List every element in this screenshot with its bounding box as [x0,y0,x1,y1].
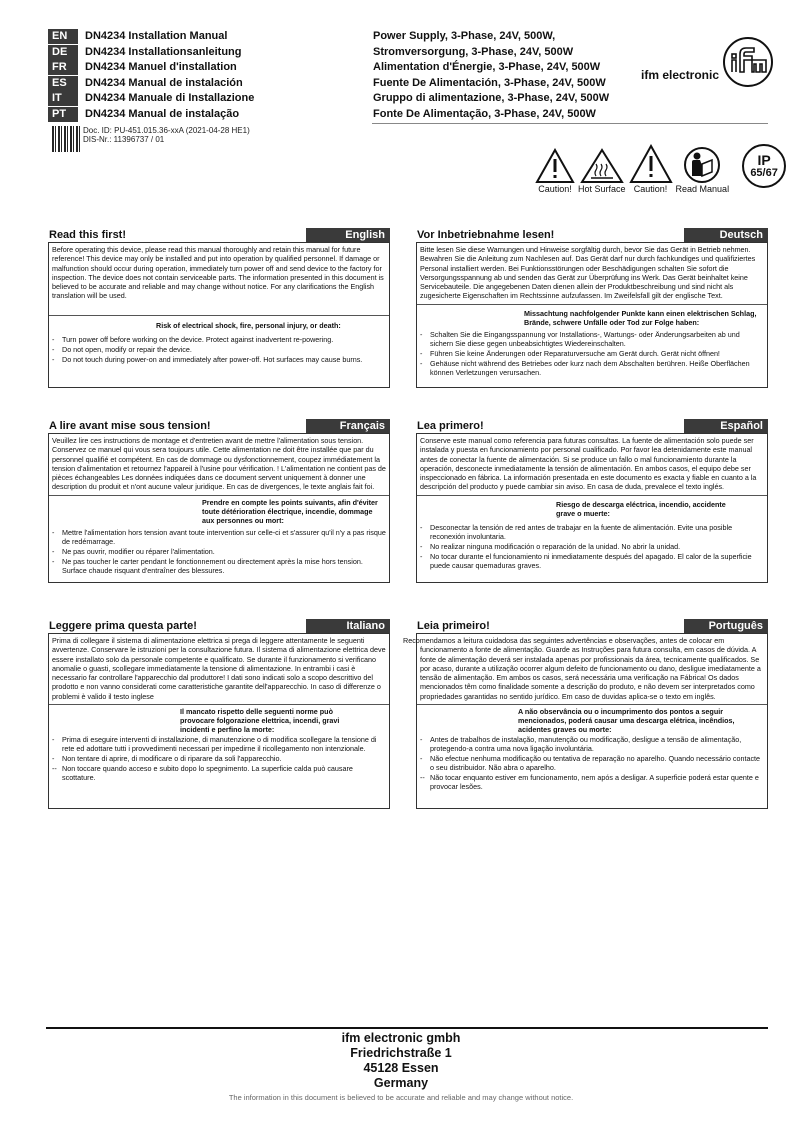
ip-rating-icon [742,144,786,188]
section-title: A lire avant mise sous tension! [49,420,211,432]
footer-address [0,1031,802,1102]
caution-triangle-icon [535,148,575,184]
lang-row-de [48,45,368,61]
lang-code: IT [48,91,78,106]
lang-row-pt [48,107,368,123]
section-title: Leggere prima questa parte! [49,620,197,632]
warning-item: - Desconectar la tensión de red antes de trabajar en la fuente de alimentación. Evite una posible reconexión involuntaria. [420,522,733,541]
lang-code: DE [48,45,78,60]
warning-item: - No realizar ninguna modificación o reparación de la unidad. No abrir la unidad. [420,541,681,551]
section-espanol [416,419,768,583]
brand-name: ifm electronic [641,68,720,82]
product-title: Power Supply, 3-Phase, 24V, 500W, [373,30,556,42]
section-intro: Recomendamos a leitura cuidadosa das seguintes advertências e observações, antes de colocar em funcionamento a fonte de alimentação. Guarde as Instruções para futura consulta, em casos de dúvida. A fonte de alimentação deverá ser instalada apenas por profissionais da área, tecnicamente qualificados. Se por acaso, durante a utilização ocorrer algum defeito de funcionamento ou dano, desligue imediatamente a tensão de alimentação. Em ambos os casos, será necessária uma verificação na Fábrica! Os dados mencionados têm como finalidade somente a descrição do produto, e não devem ser interpretados como propriedades garantidas no sentido jurídico. Em caso de duvidas aplica-se o texto em inglês. [417,634,767,705]
section-deutsch [416,228,768,388]
warning-item: - Prima di eseguire interventi di installazione, di manutenzione o di modifica scollegare la tensione di rete ed adottare tutti i provvedimenti necessari per impedirne il ricollegamento non intenzionale. [52,735,377,754]
lang-row-fr [48,60,368,76]
read-manual-icon [683,146,721,184]
section-italiano [48,619,390,809]
disclaimer: The information in this document is believed to be accurate and reliable and may change without notice. [228,1093,574,1102]
product-title: Fuente De Alimentación, 3-Phase, 24V, 500W [373,76,606,89]
caution-triangle-icon [629,144,673,184]
manual-title: DN4234 Installationsanleitung [85,45,242,58]
section-title: Leia primeiro! [417,620,490,632]
manual-title: DN4234 Manual de instalación [85,76,243,89]
warning-item: - Mettre l'alimentation hors tension avant toute intervention sur celle-ci et s'assurer qu'il n'y a pas risque de redémarrage. [52,527,386,546]
lang-code: PT [48,107,78,122]
warning-item: - Ne pas ouvrir, modifier ou réparer l'alimentation. [52,546,215,556]
dis-number: DIS-Nr.: 11396737 / 01 [83,135,165,144]
section-intro: Veuillez lire ces instructions de montage et d'entretien avant de mettre l'alimentation sous tension. Conservez ce manuel qui vous sera toujours utile. Cette alimentation ne doit être installée que par du personnel qualifié et compétent. En cas de dommage ou dysfonctionnement, coupez immédiatement la tension d'alimentation et retournez l'appareil à l'usine pour vérification. ! L'alimentation ne contient pas de pièces échangeables Les données indiquées dans ce document servent uniquement à donner une description du produit et n'ont aucune valeur juridique. En cas de divergences, le texte anglais fait foi. [49,434,389,496]
ip-value: 65/67 [750,167,778,179]
warning-heading: Il mancato rispetto delle seguenti norme può provocare folgorazione elettrica, incendi, gravi incidenti e perfino la morte: [180,707,340,735]
document-id-block [52,126,250,152]
symbol-caution [535,148,575,194]
product-title: Alimentation d'Énergie, 3-Phase, 24V, 500W [373,61,601,73]
manual-title: DN4234 Installation Manual [85,30,228,43]
warning-item: - Do not touch during power-on and immediately after power-off. Hot surfaces may cause burns. [52,355,363,364]
company-name: ifm electronic gmbh [341,1031,461,1045]
language-title-table [48,29,368,122]
footer-divider [46,1027,768,1029]
lang-code: ES [48,76,78,91]
warning-item: - Schalten Sie die Eingangsspannung vor Installations-, Wartungs- oder Änderungsarbeiten ab und sichern Sie diese gegen unbeabsichtigtes Wiedereinschalten. [420,329,740,348]
city-postcode: 45128 Essen [363,1061,439,1075]
lang-code: EN [48,29,78,44]
symbol-label: Hot Surface [578,184,626,194]
datamatrix-code-icon [52,126,80,152]
section-intro: Before operating this device, please read this manual thoroughly and retain this manual for future reference! This device may only be installed and put into operation by qualified personnel. If damage or malfunction should occur during operation, immediately turn power off and send device to the factory for inspection. The device does not contain serviceable parts. The information presented in this document is believed to be accurate and reliable and may change without notice. For any clarifications the English translation will be used. [49,243,389,316]
warning-heading: Missachtung nachfolgender Punkte kann einen elektrischen Schlag, Brände, schwere Unfälle oder Tod zur Folge haben: [524,308,757,327]
symbol-read-manual [676,146,730,194]
section-portugues [403,619,768,809]
safety-symbols [535,148,789,194]
section-language-tab: Français [306,419,390,433]
warning-item: - Gehäuse nicht während des Betriebes oder kurz nach dem Abschalten berühren. Heiße Oberflächen können Verletzungen verursachen. [420,358,750,377]
section-english [48,228,390,388]
product-title: Gruppo di alimentazione, 3-Phase, 24V, 500W [373,92,610,104]
manual-title: DN4234 Manual de instalação [85,107,240,120]
section-language-tab: Português [684,619,768,633]
warning-item: - Führen Sie keine Änderungen oder Reparaturversuche am Gerät durch. Gerät nicht öffnen! [420,348,720,358]
section-language-tab: Italiano [306,619,390,633]
warning-heading: Riesgo de descarga eléctrica, incendio, accidente grave o muerte: [556,499,726,518]
section-intro: Bitte lesen Sie diese Warnungen und Hinweise sorgfältig durch, bevor Sie das Gerät in Betrieb nehmen. Bewahren Sie die Anleitung zum Nachlesen auf. Das Gerät darf nur durch fachkundiges und qualifiziertes Personal installiert werden. Bei Funktionsstörungen oder Beschädigungen schalten Sie sofort die Versorgungsspannung ab und senden das Gerät zur Überprüfung ins Werk. Das Gerät beinhaltet keine Servicebauteile. Die angegebenen Daten dienen allein der Produktbeschreibung und sind nicht als zugesicherte Eigenschaften im Rechtssinne aufzufassen. Im Zweifelsfall gilt der englische Text. [417,243,767,305]
section-title: Read this first! [49,229,127,241]
section-intro: Conserve este manual como referencia para futuras consultas. La fuente de alimentación solo puede ser instalada y puesta en funcionamiento por personal cualificado. Por favor lea detenidamente este manual antes de conectar la fuente de alimentación. Si se produce un fallo o mal funcionamiento durante la operación, desconecte inmediatamente la tensión de alimentación. En ambos casos, el equipo debe ser inspeccionado en fábrica. La información presentada en este documento es exacta y fiable en cuanto a la descripción del producto y puede cambiar sin aviso. En casa de duda, prevalece el texto inglés. [417,434,767,496]
lang-row-en [48,29,368,45]
symbol-label: Read Manual [675,184,730,194]
warning-item: -- Não tocar enquanto estiver em funcionamento, nem após a desligar. A superficie poderá estar quente e provocar lesões. [420,773,759,792]
warning-item: - No tocar durante el funcionamiento ni inmediatamente después del apagado. El calor de la superficie puede causar quemaduras graves. [420,551,752,570]
lang-code: FR [48,60,78,75]
warning-item: - Non tentare di aprire, di modificare o di riparare da soli l'apparecchio. [52,754,282,764]
section-title: Vor Inbetriebnahme lesen! [417,229,555,241]
country: Germany [373,1076,429,1090]
warning-heading: Risk of electrical shock, fire, personal injury, or death: [156,321,341,330]
section-intro: Prima di collegare il sistema di alimentazione elettrica si prega di leggere attentamente le seguenti avvertenze. Conservare le istruzioni per la consultazione futura. Il sistema di alimentazione elettrica deve essere installato solo da personale competente e qualificato. Se durante il funzionamento si verificano anomalie o guasti, scollegare immediatamente la tensione di alimentazione. In entrambi i casi è necessario far controllare l'apparecchio dal produttore! I dati sono indicati solo a scopo descrittivo del prodotto e non vanno considerati come caratteristiche garantite dell'apparecchio. In caso di differenze o problemi è valido il testo inglese [49,634,389,705]
section-title: Lea primero! [417,420,484,432]
symbol-label: Caution! [538,184,572,194]
warning-item: - Turn power off before working on the device. Protect against inadvertent re-powering. [52,335,334,344]
warning-item: -- Non toccare quando acceso e subito dopo lo spegnimento. La superficie calda può causare scottature. [52,764,353,783]
ifm-logo-icon [722,36,774,88]
lang-row-es [48,76,368,92]
header-divider [372,123,768,124]
warning-heading: Prendre en compte les points suivants, afin d'éviter toute détérioration électrique, incendie, dommage aux personnes ou mort: [202,497,378,525]
symbol-label: Caution! [633,184,668,194]
manual-title: DN4234 Manuel d'installation [85,61,237,74]
lang-row-it [48,91,368,107]
section-language-tab: Español [684,419,768,433]
product-title: Stromversorgung, 3-Phase, 24V, 500W [373,45,574,58]
hot-surface-icon [580,148,624,184]
warning-item: - Do not open, modify or repair the device. [52,345,192,354]
symbol-caution-2 [629,144,673,194]
symbol-ip-rating [742,144,786,188]
symbol-hot-surface [578,148,626,194]
warning-item: - Antes de trabalhos de instalação, manutenção ou modificação, desligue a tensão de alimentação, protegendo-a contra uma nova ligação involuntária. [420,735,742,754]
section-language-tab: English [306,228,390,242]
street-address: Friedrichstraße 1 [350,1046,452,1060]
doc-id: Doc. ID: PU-451.015.36-xxA (2021-04-28 HE1) [83,126,250,135]
warning-item: - Não efectue nenhuma modificação ou tentativa de reparação no aparelho. Quando necessário contacte o seu distribuidor. Não abra o aparelho. [420,754,761,773]
warning-heading: A não observância ou o incumprimento dos pontos a seguir mencionados, poderá causar uma descarga elétrica, incêndios, acidentes graves ou morte: [518,707,735,735]
section-francais [48,419,390,583]
section-language-tab: Deutsch [684,228,768,242]
ip-label: IP [757,152,771,168]
manual-title: DN4234 Manuale di Installazione [85,92,255,105]
product-title: Fonte De Alimentação, 3-Phase, 24V, 500W [373,107,596,120]
warning-item: - Ne pas toucher le carter pendant le fonctionnement ou directement après la mise hors tension. Surface chaude risquant d'entraîner des blessures. [52,556,363,575]
